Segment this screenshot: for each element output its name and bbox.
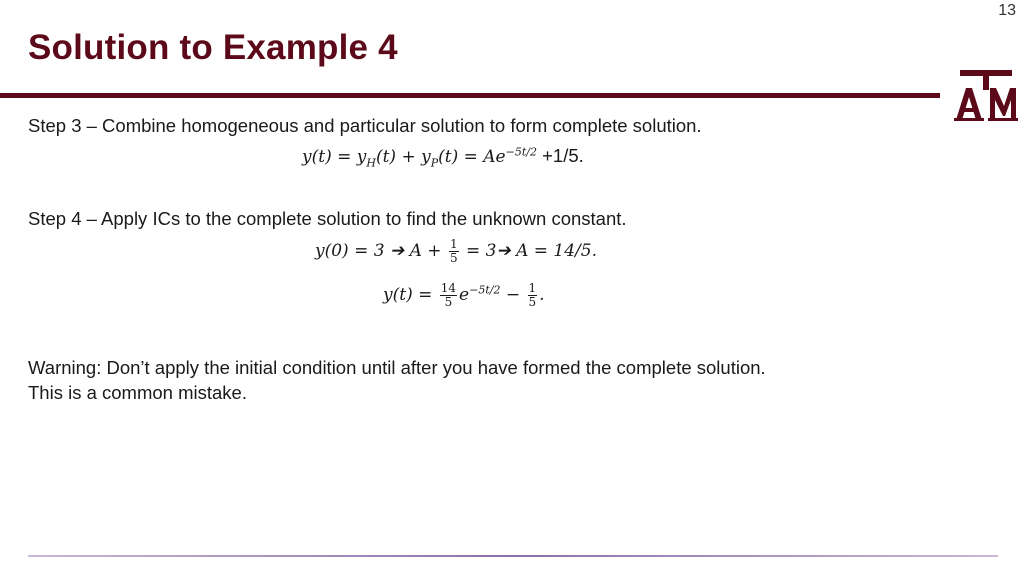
fraction — [440, 282, 457, 309]
footer-rule — [28, 555, 998, 557]
step4-equation-2 — [383, 282, 545, 309]
eq-part: (t) + y — [375, 147, 431, 167]
eq-exponent: −5t/2 — [505, 145, 537, 159]
eq-part: y(t) = y — [302, 147, 367, 167]
warning-line-2: This is a common mistake. — [28, 382, 247, 403]
eq-subscript: H — [366, 156, 376, 170]
eq-part: . — [539, 285, 545, 305]
eq-part: = 3➔ A = 14/5. — [465, 241, 598, 261]
slide-title: Solution to Example 4 — [28, 28, 398, 67]
step4-equation-1 — [315, 238, 597, 265]
step3-text: Step 3 – Combine homogeneous and particular solution to form complete solution. — [28, 115, 702, 136]
step4-text: Step 4 – Apply ICs to the complete solution to find the unknown constant. — [28, 208, 627, 229]
fraction-denominator: 5 — [444, 295, 453, 309]
eq-part: − — [500, 285, 526, 305]
fraction-numerator: 1 — [449, 237, 458, 251]
fraction-numerator: 14 — [440, 281, 457, 295]
eq-part: y(0) = 3 ➔ A + — [315, 241, 442, 261]
fraction-numerator: 1 — [528, 281, 537, 295]
eq-subscript: P — [430, 156, 439, 170]
title-rule — [0, 93, 940, 98]
step3-equation — [302, 145, 584, 169]
fraction-denominator: 5 — [528, 295, 537, 309]
page-number: 13 — [998, 2, 1016, 19]
eq-part: (t) = Ae — [438, 147, 506, 167]
fraction — [449, 238, 459, 265]
fraction-denominator: 5 — [449, 251, 458, 265]
eq-part: +1/5. — [536, 145, 584, 166]
eq-part: y(t) = — [383, 285, 433, 305]
tamu-logo — [954, 70, 1018, 122]
warning-line-1: Warning: Don’t apply the initial condition until after you have formed the complete solution. — [28, 357, 766, 378]
eq-exponent: −5t/2 — [469, 283, 501, 297]
fraction — [528, 282, 538, 309]
eq-part: e — [459, 285, 470, 305]
